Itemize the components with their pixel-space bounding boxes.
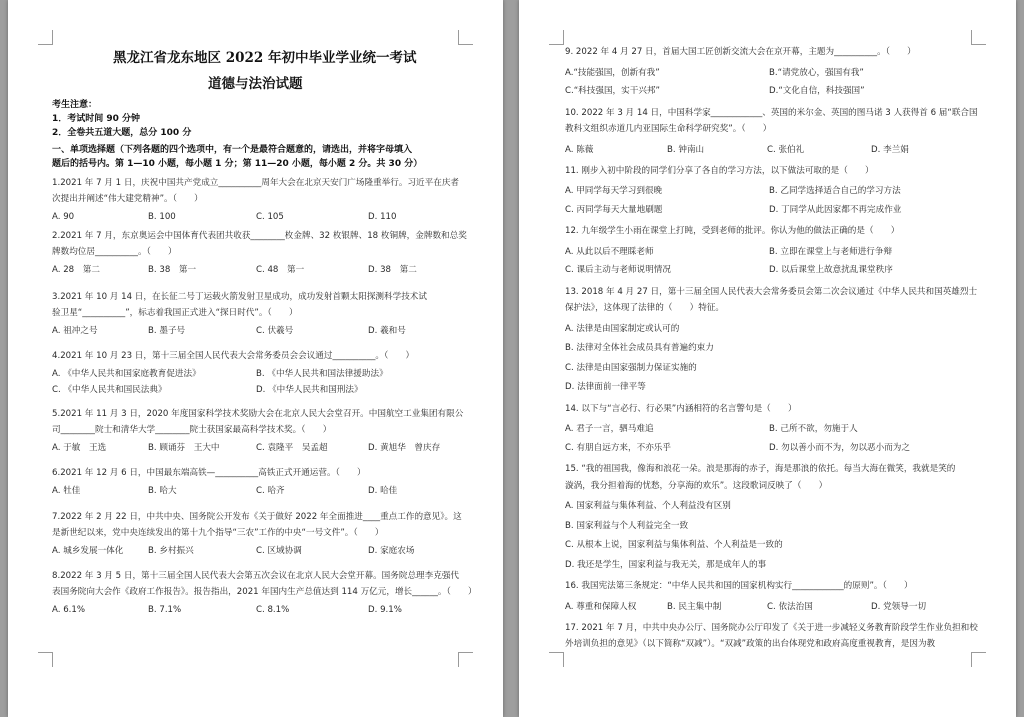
- answer-option: A. 祖冲之号: [52, 326, 98, 336]
- question-text: 表国务院向大会作《政府工作报告》。报告指出，2021 年国内生产总值达到 114 万亿元，增长______。（ ）: [52, 587, 477, 597]
- question-text: 15. “我的祖国我，像海和浪花一朵。浪是那海的赤子，海是那浪的依托。每当大海在微笑，我就是笑的: [565, 464, 956, 474]
- question-text: 17. 2021 年 7 月，中共中央办公厅、国务院办公厅印发了《关于进一步减轻义务教育阶段学生作业负担和校: [565, 622, 978, 633]
- question-text: 是新世纪以来，党中央连续发出的第十九个指导“三农”工作的中央“一号文件”。（ ）: [52, 528, 384, 538]
- answer-option: C. 区域协调: [256, 546, 302, 556]
- section-heading: 一、单项选择题（下列各题的四个选项中，有一个是最符合题意的，请选出，并将字母填入: [52, 145, 413, 155]
- answer-option: D. 羲和号: [368, 326, 406, 336]
- exam-page-1: [8, 0, 503, 717]
- question-text: 教科文组织赤道几内亚国际生命科学研究奖”。（ ）: [565, 124, 772, 134]
- crop-mark-bottom-left: [38, 652, 53, 667]
- question-text: 11. 刚步入初中阶段的同学们分享了各自的学习方法，以下做法可取的是（ ）: [565, 165, 874, 176]
- crop-mark-bottom-right: [971, 652, 986, 667]
- answer-option: B.“请党放心，强国有我”: [769, 67, 864, 78]
- answer-option: D. 法律面前一律平等: [565, 382, 646, 392]
- answer-option: C. 哈齐: [256, 486, 285, 496]
- answer-option: B. 钟南山: [667, 144, 705, 155]
- question-text: 8.2022 年 3 月 5 日，第十三届全国人民代表大会第五次会议在北京人民大会堂开幕。国务院总理李克强代: [52, 571, 460, 581]
- answer-option: D.“文化自信，科技强国”: [769, 86, 865, 96]
- question-text: 2.2021 年 7 月，东京奥运会中国体育代表团共收获________枚金牌、32 枚银牌、18 枚铜牌，金牌数和总奖: [52, 231, 467, 241]
- answer-option: D. 我还是学生，国家利益与我无关，那是成年人的事: [565, 559, 767, 570]
- answer-option: B. 《中华人民共和国法律援助法》: [256, 369, 388, 379]
- answer-option: D. 家庭农场: [368, 546, 415, 556]
- answer-option: D. 哈佳: [368, 486, 398, 496]
- notice-item: 2．全卷共五道大题，总分 100 分: [52, 128, 192, 138]
- answer-option: D. 勿以善小而不为，勿以恶小而为之: [769, 442, 910, 453]
- question-text: 16. 我国宪法第三条规定：“中华人民共和国的国家机构实行____________的原则”。（ ）: [565, 581, 913, 591]
- answer-option: D. 110: [368, 212, 397, 222]
- crop-mark-bottom-left: [549, 652, 564, 667]
- crop-mark-top-left: [38, 30, 53, 45]
- answer-option: B. 顾诵芬 王大中: [148, 443, 220, 453]
- question-text: 次提出并阐述“伟大建党精神”。（ ）: [52, 194, 203, 204]
- answer-option: A. 城乡发展一体化: [52, 546, 124, 556]
- answer-option: C. 依法治国: [767, 601, 813, 612]
- answer-option: B. 哈大: [148, 486, 177, 496]
- question-text: 漩涡，我分担着海的忧愁，分享海的欢乐”。这段歌词反映了（ ）: [565, 480, 828, 491]
- crop-mark-top-right: [971, 30, 986, 45]
- answer-option: C. 105: [256, 212, 284, 222]
- section-heading: 题后的括号内。第 1—10 小题，每小题 1 分；第 11—20 小题，每小题 2 分。共 30 分）: [52, 159, 423, 169]
- answer-option: B. 38 第一: [148, 265, 197, 275]
- answer-option: B. 墨子号: [148, 326, 186, 336]
- answer-option: A. 6.1%: [52, 605, 86, 615]
- question-text: 14. 以下与“言必行、行必果”内涵相符的名言警句是（ ）: [565, 403, 797, 414]
- notice-heading: 考生注意：: [52, 100, 98, 110]
- answer-option: C. 法律是由国家强制力保证实施的: [565, 362, 697, 373]
- answer-option: A. 从此以后不理睬老师: [565, 246, 654, 257]
- notice-item: 1．考试时间 90 分钟: [52, 114, 141, 124]
- answer-option: C. 《中华人民共和国民法典》: [52, 385, 167, 395]
- answer-option: C. 8.1%: [256, 605, 290, 615]
- answer-option: A. 陈薇: [565, 144, 594, 155]
- answer-option: B. 己所不欲，勿施于人: [769, 424, 858, 434]
- answer-option: D. 李兰娟: [871, 144, 909, 155]
- question-text: 牌数均位居__________。（ ）: [52, 247, 177, 257]
- answer-option: A. 牡佳: [52, 486, 81, 496]
- question-text: 外培训负担的意见》（以下简称“双减”）。“双减”政策的出台体现党和政府高度重视教育，是因为教: [565, 639, 936, 649]
- answer-option: C. 张伯礼: [767, 144, 805, 155]
- answer-option: B. 民主集中制: [667, 601, 722, 612]
- answer-option: B. 国家利益与个人利益完全一致: [565, 520, 689, 531]
- answer-option: A. 90: [52, 212, 75, 222]
- answer-option: A. 尊重和保障人权: [565, 601, 637, 612]
- question-text: 7.2022 年 2 月 22 日，中共中央、国务院公开发布《关于做好 2022 年全面推进____重点工作的意见》。这: [52, 512, 462, 522]
- answer-option: B. 7.1%: [148, 605, 182, 615]
- page-subtitle: 道德与法治试题: [208, 76, 303, 92]
- question-text: 6.2021 年 12 月 6 日，中国最东端高铁—__________高铁正式开通运营。（ ）: [52, 468, 366, 478]
- answer-option: C. 48 第一: [256, 265, 305, 275]
- exam-page-2: [519, 0, 1016, 717]
- question-text: 司________院士和清华大学________院士获国家最高科学技术奖。（ ）: [52, 425, 332, 435]
- answer-option: C. 丙同学每天大量地刷题: [565, 204, 663, 215]
- answer-option: C.“科技强国，实干兴邦”: [565, 86, 660, 96]
- question-text: 3.2021 年 10 月 14 日，在长征二号丁运载火箭发射卫星成功，成功发射首颗太阳探测科学技术试: [52, 292, 427, 302]
- crop-mark-top-right: [458, 30, 473, 45]
- answer-option: D. 38 第二: [368, 265, 417, 275]
- question-text: 9. 2022 年 4 月 27 日，首届大国工匠创新交流大会在京开幕，主题为__________。（ ）: [565, 47, 916, 57]
- question-text: 13. 2018 年 4 月 27 日，第十三届全国人民代表大会常务委员会第二次会议通过《中华人民共和国英雄烈士: [565, 286, 978, 297]
- crop-mark-top-left: [549, 30, 564, 45]
- answer-option: D. 丁同学从此因家都不再完成作业: [769, 204, 902, 215]
- question-text: 10. 2022 年 3 月 14 日，中国科学家____________、英国的米尔金、英国的图马诺 3 人获得首 6 届“联合国: [565, 107, 978, 118]
- answer-option: A.“技能强国，创新有我”: [565, 67, 660, 78]
- answer-option: C. 从根本上说，国家利益与集体利益、个人利益是一致的: [565, 540, 783, 550]
- question-text: 4.2021 年 10 月 23 日，第十三届全国人民代表大会常务委员会会议通过__________。（ ）: [52, 351, 415, 361]
- answer-option: A. 国家利益与集体利益、个人利益没有区别: [565, 501, 731, 511]
- answer-option: A. 《中华人民共和国家庭教育促进法》: [52, 369, 201, 379]
- question-text: 1.2021 年 7 月 1 日，庆祝中国共产党成立__________周年大会在北京天安门广场隆重举行。习近平在庆者: [52, 178, 460, 188]
- answer-option: A. 君子一言，驷马难追: [565, 424, 654, 434]
- question-text: 验卫星“__________”，标志着我国正式进入“探日时代”。（ ）: [52, 308, 298, 318]
- question-text: 5.2021 年 11 月 3 日，2020 年度国家科学技术奖励大会在北京人民大会堂召开。中国航空工业集团有限公: [52, 409, 464, 419]
- answer-option: C. 袁隆平 吴孟超: [256, 443, 328, 453]
- answer-option: D. 9.1%: [368, 605, 402, 615]
- answer-option: C. 有朋自远方来，不亦乐乎: [565, 442, 671, 453]
- answer-option: A. 28 第二: [52, 265, 100, 275]
- answer-option: D. 党领导一切: [871, 601, 927, 612]
- answer-option: B. 100: [148, 212, 176, 222]
- answer-option: D. 黄旭华 曾庆存: [368, 443, 441, 453]
- answer-option: C. 伏羲号: [256, 326, 294, 336]
- answer-option: D. 《中华人民共和国刑法》: [256, 385, 363, 395]
- answer-option: B. 乡村振兴: [148, 546, 194, 556]
- page-title: 黑龙江省龙东地区 2022 年初中毕业学业统一考试: [113, 50, 417, 66]
- answer-option: B. 立即在课堂上与老师进行争辩: [769, 246, 893, 257]
- crop-mark-bottom-right: [458, 652, 473, 667]
- answer-option: B. 乙同学选择适合自己的学习方法: [769, 186, 901, 196]
- question-text: 12. 九年级学生小雨在课堂上打盹，受到老师的批评。你认为他的做法正确的是（ ）: [565, 226, 900, 236]
- answer-option: A. 甲同学每天学习到很晚: [565, 186, 663, 196]
- answer-option: A. 法律是由国家制定或认可的: [565, 323, 680, 334]
- answer-option: B. 法律对全体社会成员具有普遍约束力: [565, 343, 714, 353]
- answer-option: C. 课后主动与老师说明情况: [565, 265, 671, 275]
- answer-option: A. 于敏 王选: [52, 443, 107, 453]
- answer-option: D. 以后课堂上故意扰乱课堂秩序: [769, 265, 893, 275]
- question-text: 保护法》，这体现了法律的（ ）特征。: [565, 303, 724, 313]
